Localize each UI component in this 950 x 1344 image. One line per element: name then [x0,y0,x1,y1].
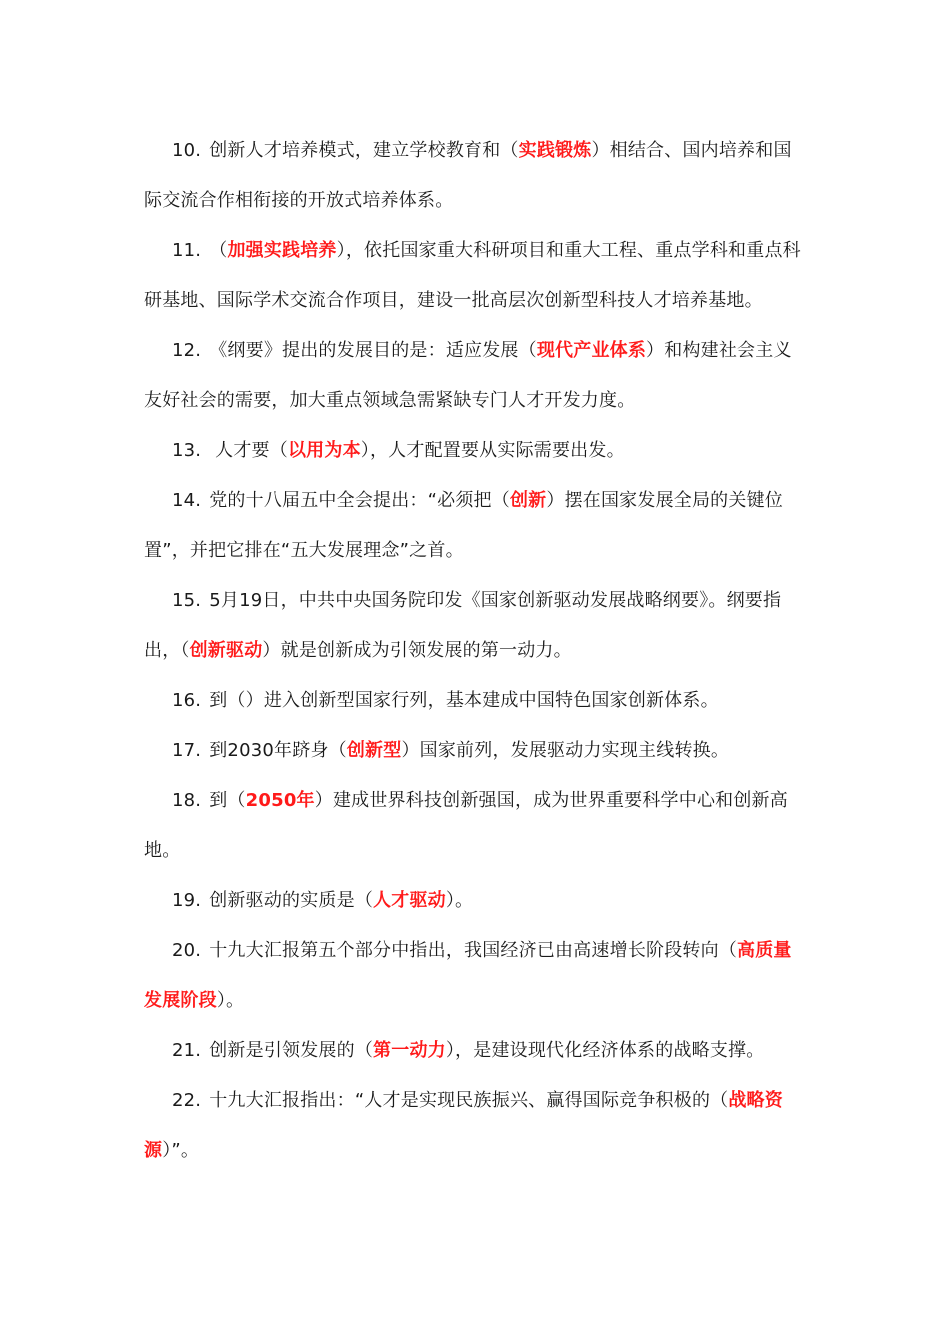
question-number: 18. [172,790,202,811]
question-item [144,126,808,226]
question-item [144,876,808,926]
question-text: ）。 [445,890,474,911]
question-number: 20. [172,940,202,961]
question-number: 22. [172,1090,202,1111]
answer-text: 创新驱动 [189,640,263,661]
question-text: 到（）进入创新型国家行列，基本建成中国特色国家创新体系。 [209,690,719,711]
question-text: 《纲要》提出的发展目的是：适应发展（ [209,340,537,361]
question-number: 12. [172,340,202,361]
question-item [144,1076,808,1176]
question-number: 11. [172,240,202,261]
question-number: 19. [172,890,202,911]
question-text: 到（ [209,790,246,811]
question-number: 21. [172,1040,202,1061]
answer-text: 加强实践培养 [227,240,337,261]
question-item [144,476,808,576]
answer-text: 2050年 [245,790,315,811]
question-text: ）国家前列，发展驱动力实现主线转换。 [401,740,730,761]
question-text: ），人才配置要从实际需要出发。 [360,440,625,461]
question-item [144,776,808,876]
question-number: 14. [172,490,202,511]
answer-text: 创新型 [346,740,402,761]
answer-text: 创新 [509,490,547,511]
answer-text: 第一动力 [373,1040,446,1061]
answer-text: 实践锻炼 [518,140,592,161]
question-text: 创新人才培养模式，建立学校教育和（ [209,140,519,161]
question-number: 17. [172,740,202,761]
question-number: 10. [172,140,202,161]
question-text: 党的十八届五中全会提出：“必须把（ [209,490,510,511]
question-text: ）。 [216,990,245,1011]
question-item [144,726,808,776]
answer-text: 以用为本 [287,440,361,461]
answer-text: 现代产业体系 [536,340,647,361]
question-text: ），是建设现代化经济体系的战略支撑。 [445,1040,765,1061]
question-text: 十九大汇报指出：“人才是实现民族振兴、赢得国际竞争积极的（ [209,1090,729,1111]
answer-text: 高质量发展阶段 [144,940,792,1011]
question-item [144,926,808,1026]
question-item [144,576,808,676]
question-item [144,426,808,476]
question-item [144,676,808,726]
question-list [144,126,808,1176]
question-number: 15. [172,590,202,611]
question-text: ）”。 [162,1140,200,1161]
question-number: 13. [172,440,202,461]
question-item [144,1026,808,1076]
question-text: 5月19日，中共中央国务院印发《国家创新驱动发展战略纲要》。纲要指出，（ [144,590,782,661]
question-item [144,326,808,426]
question-text: ），依托国家重大科研项目和重大工程、重点学科和重点科研基地、国际学术交流合作项目，建设一批高层次创新型科技人才培养基地。 [144,240,801,311]
question-text: 十九大汇报第五个部分中指出，我国经济已由高速增长阶段转向（ [209,940,738,961]
question-number: 16. [172,690,202,711]
question-text: 创新是引领发展的（ [209,1040,374,1061]
question-text: ）就是创新成为引领发展的第一动力。 [262,640,572,661]
question-text: ）建成世界科技创新强国，成为世界重要科学中心和创新高地。 [144,790,788,861]
question-text: 创新驱动的实质是（ [209,890,374,911]
question-text: （ [209,240,228,261]
question-text: ）和构建社会主义友好社会的需要，加大重点领域急需紧缺专门人才开发力度。 [144,340,792,411]
question-text: 到2030年跻身（ [209,740,347,761]
answer-text: 战略资源 [144,1090,783,1161]
question-item [144,226,808,326]
question-text: ）相结合、国内培养和国际交流合作相衔接的开放式培养体系。 [144,140,792,211]
question-text: ）摆在国家发展全局的关键位置”，并把它排在“五大发展理念”之首。 [144,490,783,561]
question-text: 人才要（ [209,440,288,461]
answer-text: 人才驱动 [373,890,446,911]
